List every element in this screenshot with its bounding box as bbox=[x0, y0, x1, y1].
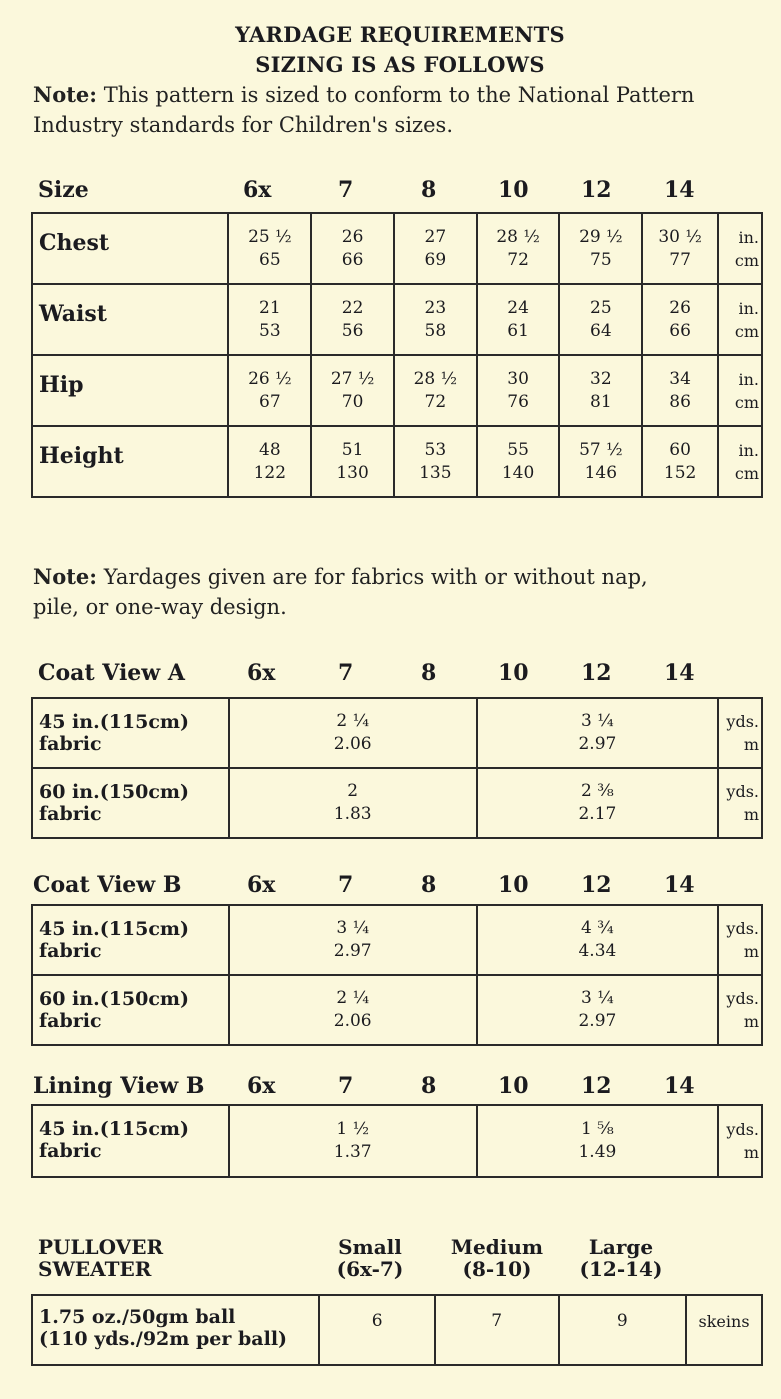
inch-value: 55 bbox=[507, 439, 529, 460]
pullover-title-1: PULLOVER bbox=[38, 1235, 164, 1259]
inch-value: 27 ½ bbox=[330, 368, 375, 389]
size-col: 6x bbox=[247, 660, 276, 686]
fabric-label-line: fabric bbox=[39, 1010, 102, 1032]
size-col: 12 bbox=[581, 660, 612, 686]
inch-value: 34 bbox=[669, 368, 691, 389]
size-col: 10 bbox=[498, 1073, 529, 1099]
unit-cell bbox=[718, 905, 762, 975]
col-name: Small bbox=[338, 1235, 402, 1259]
fabric-label bbox=[32, 768, 229, 838]
fabric-label-line: 60 in.(150cm) bbox=[39, 988, 190, 1010]
size-col: 7 bbox=[338, 660, 354, 686]
yards-value: 3 ¼ bbox=[581, 711, 614, 731]
inch-value: 60 bbox=[669, 439, 691, 460]
meters-value: 4.34 bbox=[578, 941, 617, 961]
fabric-label-line: 45 in.(115cm) bbox=[39, 918, 190, 940]
yardage-cell bbox=[477, 698, 718, 768]
inch-value: 29 ½ bbox=[579, 226, 623, 247]
size-col: 6x bbox=[247, 872, 276, 898]
size-col: 12 bbox=[581, 1073, 612, 1099]
table-row bbox=[32, 426, 762, 497]
size-col: 14 bbox=[664, 177, 695, 203]
meters-value: 2.06 bbox=[333, 734, 372, 754]
size-col: 7 bbox=[338, 872, 354, 898]
inch-value: 28 ½ bbox=[413, 368, 458, 389]
yardage-cell bbox=[229, 768, 477, 838]
measure-cell bbox=[642, 213, 718, 284]
measure-cell bbox=[642, 284, 718, 355]
yards-value: 3 ¼ bbox=[581, 988, 614, 1008]
meters-value: 2.97 bbox=[578, 1011, 617, 1031]
unit-m: m bbox=[743, 1143, 759, 1162]
yards-value: 2 ¼ bbox=[336, 711, 370, 731]
fabric-label-line: fabric bbox=[39, 733, 102, 755]
yards-value: 2 bbox=[347, 781, 359, 801]
cm-value: 72 bbox=[507, 249, 529, 270]
unit-inch: in. bbox=[738, 227, 759, 247]
cm-value: 65 bbox=[259, 249, 281, 270]
table-row bbox=[32, 1295, 762, 1365]
measurement-table bbox=[31, 212, 763, 498]
cm-value: 66 bbox=[341, 249, 364, 270]
measure-cell bbox=[311, 426, 394, 497]
note-text-2: pile, or one-way design. bbox=[33, 595, 287, 619]
unit-cell bbox=[718, 213, 762, 284]
col-name: Medium bbox=[450, 1235, 544, 1259]
fabric-label-line: fabric bbox=[39, 940, 102, 962]
meters-value: 2.06 bbox=[333, 1011, 372, 1031]
cm-value: 76 bbox=[507, 391, 529, 412]
yardage-cell bbox=[477, 1105, 718, 1177]
coat-a-title: Coat View A bbox=[38, 660, 185, 686]
measure-cell bbox=[228, 284, 311, 355]
inch-value: 51 bbox=[341, 439, 364, 460]
yards-value: 1 ½ bbox=[336, 1119, 370, 1139]
size-col: 12 bbox=[581, 872, 612, 898]
note-label: Note: bbox=[33, 82, 98, 107]
unit-cm: cm bbox=[734, 250, 759, 270]
inch-value: 23 bbox=[424, 297, 447, 318]
unit-yds: yds. bbox=[726, 1120, 759, 1139]
sizing-note bbox=[33, 80, 694, 140]
unit-yds: yds. bbox=[726, 989, 759, 1008]
unit-cell bbox=[718, 768, 762, 838]
measure-cell bbox=[394, 213, 477, 284]
measure-cell bbox=[477, 213, 560, 284]
yardage-cell bbox=[477, 768, 718, 838]
measure-label-text: Height bbox=[39, 443, 124, 469]
inch-value: 24 bbox=[507, 297, 529, 318]
cm-value: 67 bbox=[259, 391, 281, 412]
size-col: 10 bbox=[498, 177, 529, 203]
unit-m: m bbox=[743, 1012, 759, 1031]
measure-cell bbox=[559, 284, 642, 355]
inch-value: 30 bbox=[507, 368, 529, 389]
inch-value: 53 bbox=[424, 439, 447, 460]
fabric-label-line: fabric bbox=[39, 1140, 102, 1162]
yards-value: 1 ⅝ bbox=[581, 1119, 614, 1139]
size-col: 14 bbox=[664, 660, 695, 686]
measure-label bbox=[32, 355, 228, 426]
inch-value: 26 ½ bbox=[248, 368, 292, 389]
size-col: 8 bbox=[421, 177, 437, 203]
unit-m: m bbox=[743, 805, 759, 824]
fabric-label-line: 60 in.(150cm) bbox=[39, 781, 190, 803]
yardage-cell bbox=[229, 975, 477, 1045]
cm-value: 53 bbox=[259, 320, 281, 341]
cm-value: 152 bbox=[663, 462, 697, 483]
table-row bbox=[32, 975, 762, 1045]
cm-value: 66 bbox=[669, 320, 691, 341]
measure-cell bbox=[311, 284, 394, 355]
pullover-col-large bbox=[566, 1236, 676, 1280]
table-row bbox=[32, 355, 762, 426]
table-row bbox=[32, 768, 762, 838]
inch-value: 32 bbox=[590, 368, 612, 389]
measure-cell bbox=[394, 426, 477, 497]
size-col: 8 bbox=[421, 872, 437, 898]
pullover-title-2: SWEATER bbox=[38, 1257, 152, 1281]
size-col: 6x bbox=[247, 1073, 276, 1099]
size-col: 8 bbox=[421, 1073, 437, 1099]
size-col: 7 bbox=[338, 1073, 354, 1099]
col-name: Large bbox=[588, 1235, 654, 1259]
inch-value: 26 bbox=[669, 297, 691, 318]
measure-cell bbox=[477, 284, 560, 355]
size-col: 8 bbox=[421, 660, 437, 686]
meters-value: 1.37 bbox=[333, 1142, 372, 1162]
inch-value: 48 bbox=[259, 439, 281, 460]
unit-cell bbox=[718, 284, 762, 355]
lining-b-title: Lining View B bbox=[33, 1073, 205, 1099]
measure-label bbox=[32, 213, 228, 284]
size-col: 14 bbox=[664, 1073, 695, 1099]
measure-label-text: Chest bbox=[39, 230, 110, 256]
unit-inch: in. bbox=[738, 440, 759, 460]
yarn-label-1: 1.75 oz./50gm ball bbox=[39, 1306, 236, 1328]
inch-value: 57 ½ bbox=[579, 439, 623, 460]
unit-cm: cm bbox=[734, 392, 759, 412]
unit-cell bbox=[718, 975, 762, 1045]
cm-value: 130 bbox=[336, 462, 369, 483]
note-label: Note: bbox=[33, 564, 98, 589]
value-cell: 7 bbox=[435, 1295, 559, 1365]
table-row bbox=[32, 213, 762, 284]
fabric-label bbox=[32, 1105, 229, 1177]
size-col: 14 bbox=[664, 872, 695, 898]
size-col: 6x bbox=[243, 177, 272, 203]
unit-cell: skeins bbox=[686, 1295, 762, 1365]
inch-value: 25 ½ bbox=[248, 226, 292, 247]
unit-cell bbox=[718, 355, 762, 426]
meters-value: 2.97 bbox=[333, 941, 372, 961]
yardage-cell bbox=[477, 905, 718, 975]
yards-value: 2 ⅜ bbox=[581, 781, 614, 801]
cm-value: 77 bbox=[669, 249, 691, 270]
meters-value: 2.17 bbox=[578, 804, 617, 824]
unit-yds: yds. bbox=[726, 919, 759, 938]
coat-b-title: Coat View B bbox=[33, 872, 182, 898]
measure-label bbox=[32, 284, 228, 355]
measure-cell bbox=[311, 355, 394, 426]
yardage-cell bbox=[229, 698, 477, 768]
cm-value: 75 bbox=[590, 249, 612, 270]
yardage-cell bbox=[477, 975, 718, 1045]
measure-cell bbox=[228, 355, 311, 426]
yardage-cell bbox=[229, 905, 477, 975]
cm-value: 64 bbox=[590, 320, 612, 341]
inch-value: 30 ½ bbox=[658, 226, 702, 247]
col-range: (12-14) bbox=[579, 1257, 663, 1281]
inch-value: 26 bbox=[341, 226, 364, 247]
inch-value: 22 bbox=[341, 297, 364, 318]
measure-cell bbox=[642, 355, 718, 426]
yards-value: 4 ¾ bbox=[581, 918, 614, 938]
inch-value: 28 ½ bbox=[496, 226, 540, 247]
fabric-label-line: 45 in.(115cm) bbox=[39, 1118, 190, 1140]
measure-cell bbox=[559, 355, 642, 426]
unit-yds: yds. bbox=[726, 782, 759, 801]
col-range: (8-10) bbox=[462, 1257, 532, 1281]
note-text: This pattern is sized to conform to the National Pattern bbox=[97, 83, 695, 107]
coat-b-table bbox=[31, 904, 763, 1046]
yardage-cell bbox=[229, 1105, 477, 1177]
fabric-label-line: 45 in.(115cm) bbox=[39, 711, 190, 733]
measure-label-text: Waist bbox=[39, 301, 107, 327]
unit-m: m bbox=[743, 942, 759, 961]
measure-cell bbox=[477, 355, 560, 426]
table-row bbox=[32, 905, 762, 975]
note-text-2: Industry standards for Children's sizes. bbox=[33, 113, 453, 137]
yards-value: 3 ¼ bbox=[336, 918, 370, 938]
cm-value: 86 bbox=[669, 391, 691, 412]
value-cell: 6 bbox=[319, 1295, 435, 1365]
meters-value: 2.97 bbox=[578, 734, 617, 754]
yarn-label bbox=[32, 1295, 319, 1365]
value-cell: 9 bbox=[559, 1295, 687, 1365]
unit-inch: in. bbox=[738, 298, 759, 318]
cm-value: 70 bbox=[341, 391, 364, 412]
cm-value: 140 bbox=[501, 462, 535, 483]
unit-cm: cm bbox=[734, 463, 759, 483]
yarn-label-2: (110 yds./92m per ball) bbox=[39, 1328, 288, 1350]
cm-value: 72 bbox=[424, 391, 447, 412]
measure-cell bbox=[477, 426, 560, 497]
inch-value: 27 bbox=[424, 226, 447, 247]
size-header: Size bbox=[38, 177, 89, 203]
cm-value: 69 bbox=[424, 249, 447, 270]
measure-cell bbox=[559, 213, 642, 284]
size-col: 10 bbox=[498, 872, 529, 898]
size-col: 10 bbox=[498, 660, 529, 686]
page-title: YARDAGE REQUIREMENTS bbox=[235, 22, 565, 47]
inch-value: 25 bbox=[590, 297, 612, 318]
unit-cm: cm bbox=[734, 321, 759, 341]
pullover-col-medium bbox=[438, 1236, 556, 1280]
pullover-table bbox=[31, 1294, 763, 1366]
cm-value: 81 bbox=[590, 391, 612, 412]
fabric-label bbox=[32, 975, 229, 1045]
page-subtitle: SIZING IS AS FOLLOWS bbox=[255, 52, 545, 77]
size-col: 12 bbox=[581, 177, 612, 203]
cm-value: 58 bbox=[424, 320, 447, 341]
size-col: 7 bbox=[338, 177, 354, 203]
unit-yds: yds. bbox=[726, 712, 759, 731]
lining-b-table bbox=[31, 1104, 763, 1178]
fabric-label-line: fabric bbox=[39, 803, 102, 825]
meters-value: 1.49 bbox=[578, 1142, 617, 1162]
cm-value: 56 bbox=[341, 320, 364, 341]
fabric-label bbox=[32, 905, 229, 975]
measure-cell bbox=[311, 213, 394, 284]
unit-m: m bbox=[743, 735, 759, 754]
cm-value: 146 bbox=[584, 462, 618, 483]
measure-cell bbox=[394, 284, 477, 355]
cm-value: 135 bbox=[419, 462, 452, 483]
table-row bbox=[32, 698, 762, 768]
meters-value: 1.83 bbox=[333, 804, 372, 824]
cm-value: 122 bbox=[253, 462, 287, 483]
measure-cell bbox=[642, 426, 718, 497]
measure-label bbox=[32, 426, 228, 497]
inch-value: 21 bbox=[259, 297, 281, 318]
unit-inch: in. bbox=[738, 369, 759, 389]
cm-value: 61 bbox=[507, 320, 529, 341]
measure-cell bbox=[559, 426, 642, 497]
note-text: Yardages given are for fabrics with or without nap, bbox=[97, 565, 648, 589]
yardage-note bbox=[33, 562, 648, 622]
measure-cell bbox=[228, 426, 311, 497]
coat-a-table bbox=[31, 697, 763, 839]
unit-cell bbox=[718, 1105, 762, 1177]
table-row bbox=[32, 1105, 762, 1177]
unit-cell bbox=[718, 426, 762, 497]
col-range: (6x-7) bbox=[336, 1257, 404, 1281]
measure-cell bbox=[228, 213, 311, 284]
measure-label-text: Hip bbox=[39, 372, 84, 398]
pullover-title bbox=[38, 1236, 163, 1280]
fabric-label bbox=[32, 698, 229, 768]
table-row bbox=[32, 284, 762, 355]
pullover-col-small bbox=[320, 1236, 420, 1280]
measure-cell bbox=[394, 355, 477, 426]
unit-cell bbox=[718, 698, 762, 768]
yards-value: 2 ¼ bbox=[336, 988, 370, 1008]
